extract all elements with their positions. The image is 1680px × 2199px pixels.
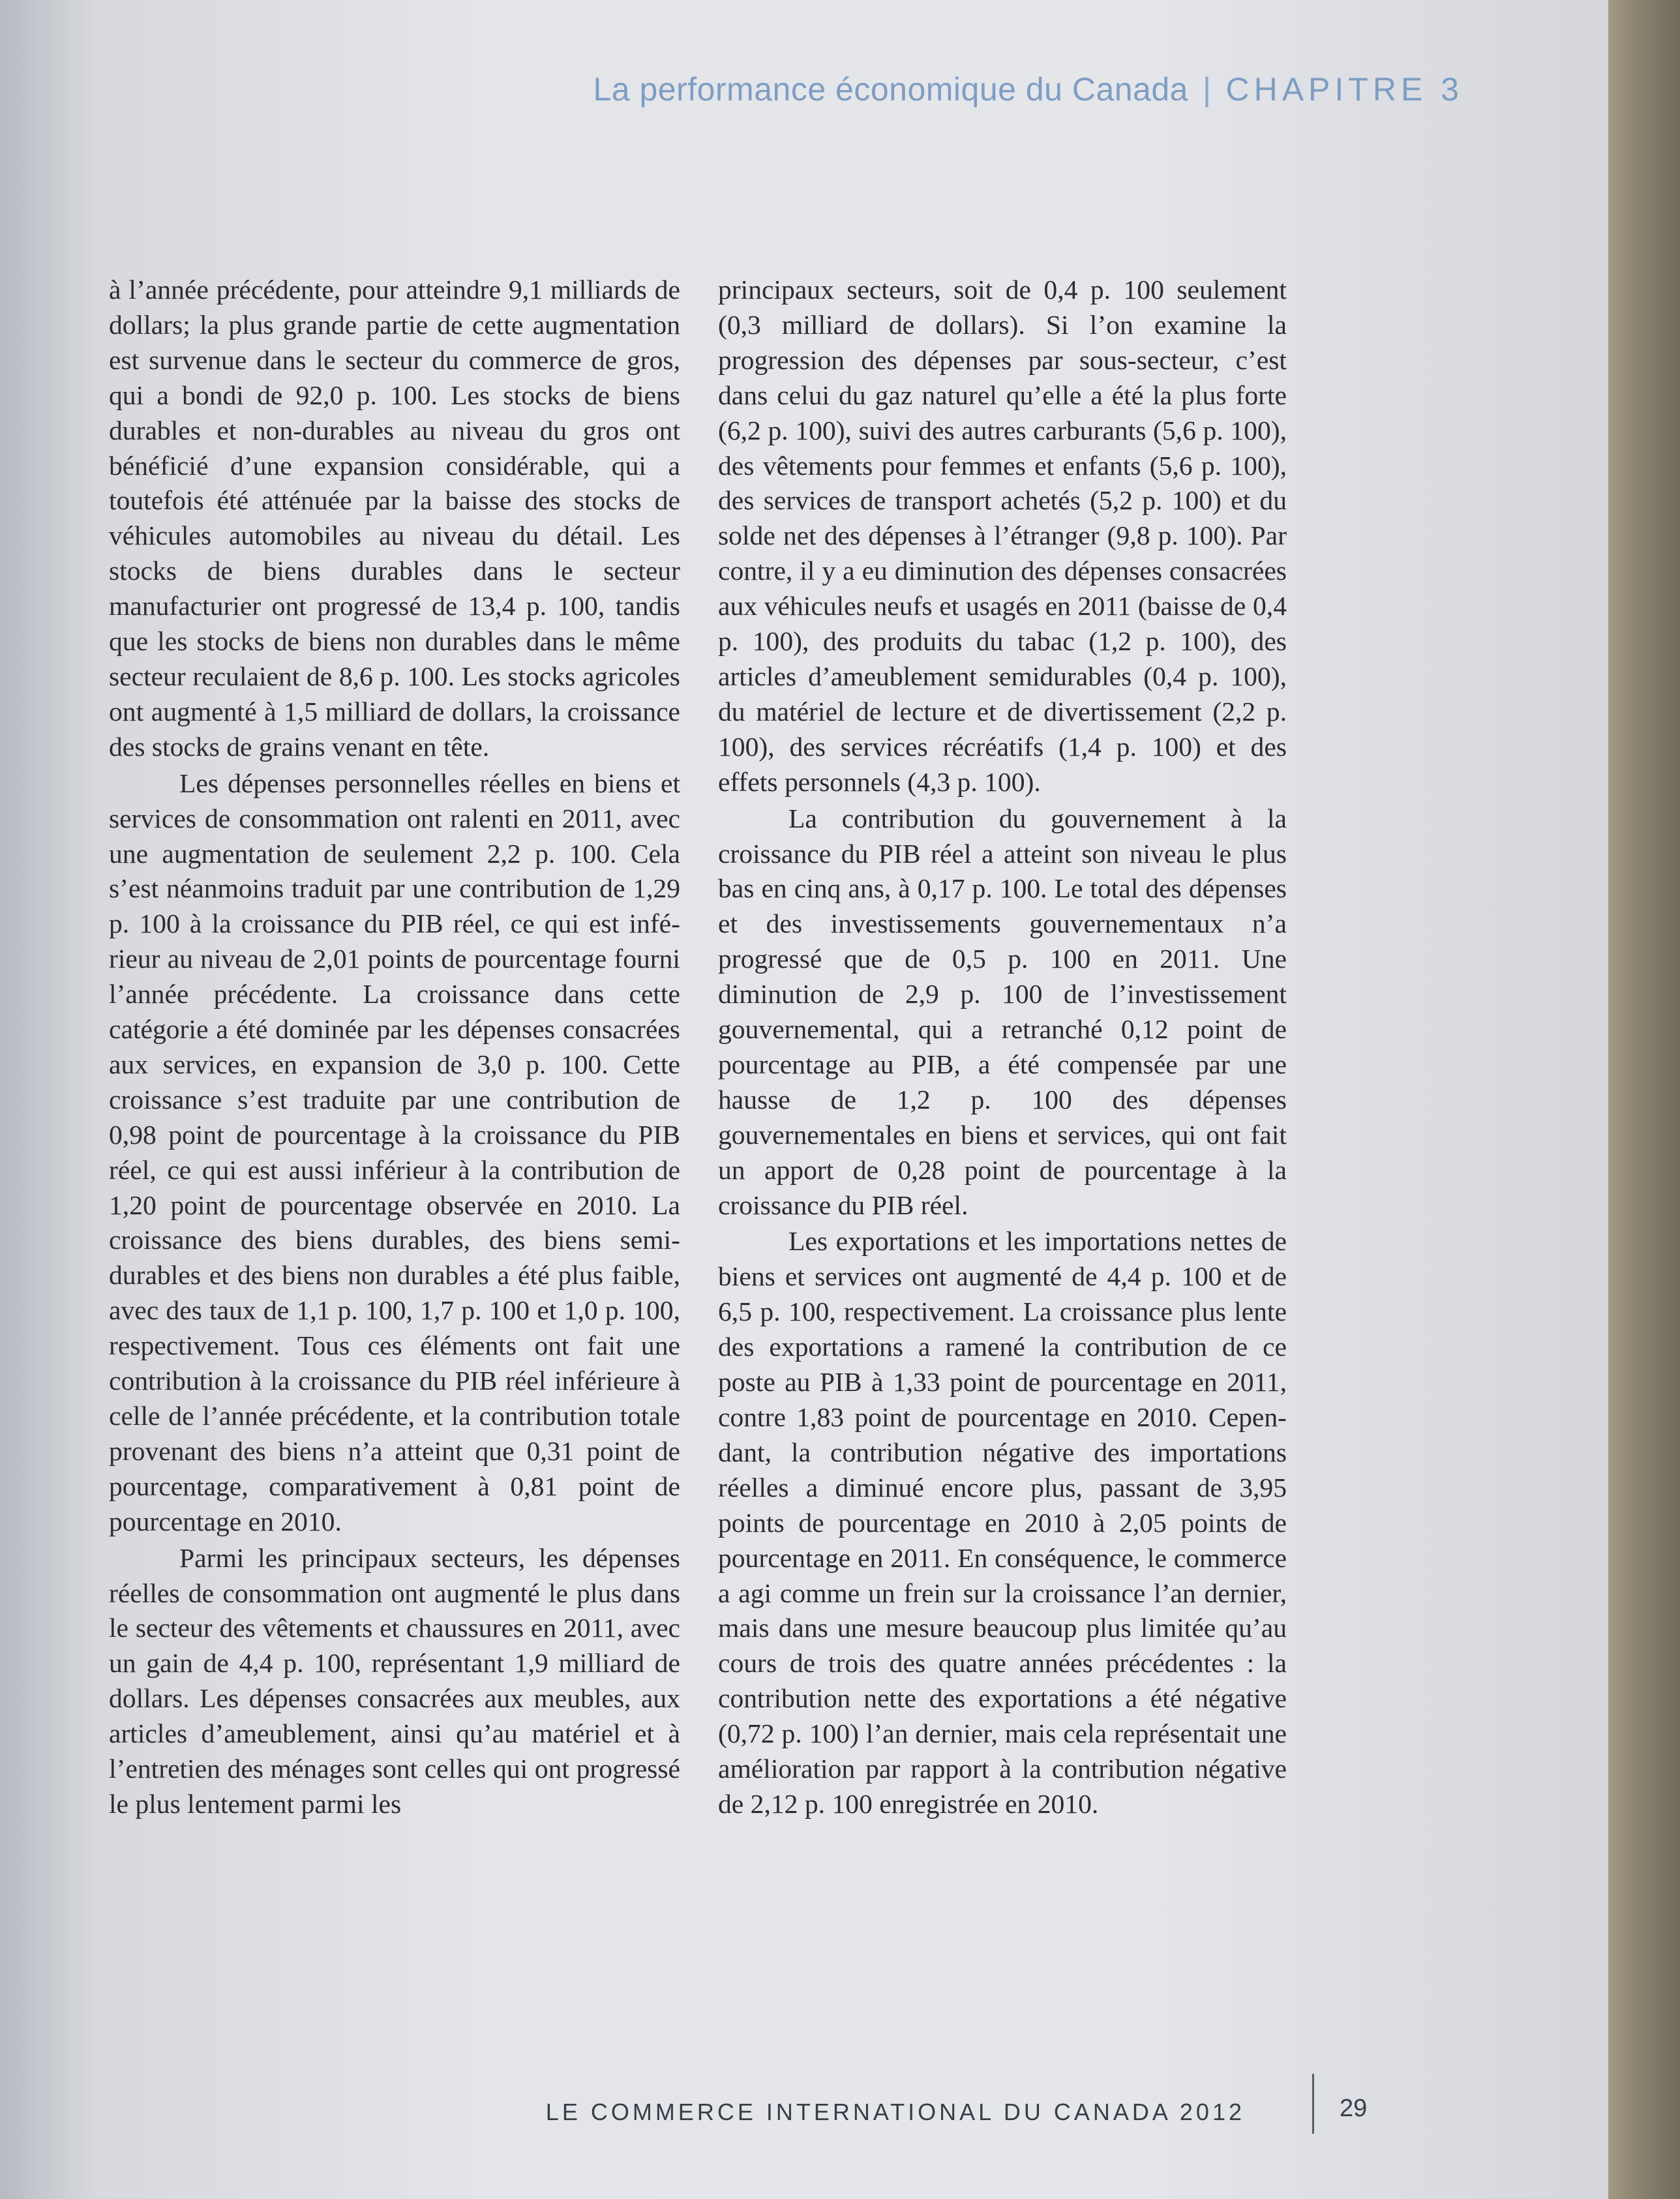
paragraph: Parmi les principaux secteurs, les dépenses réelles de consommation ont augmenté le plus dans le secteur des vêtements et chaussures en 2011, avec un gain de 4,4 p. 100, représentant 1,9 milliard de dollars. Les dépenses consacrées aux meubles, aux articles d’ameublement, ainsi qu’au matériel et à l’entretien des ménages sont celles qui ont progressé le plus lentement parmi les [109,1542,680,1819]
paragraph: à l’année précédente, pour atteindre 9,1 milliards de dollars; la plus grande partie de cette augmentation est survenue dans le secteur du commerce de gros, qui a bondi de 92,0 p. 100. Les stocks de biens durables et non-durables au niveau du gros ont bénéficié d’une expansion considérable, qui a toutefois été atténuée par la baisse des stocks de véhicules automobiles au niveau du détail. Les stocks de biens durables dans le secteur manufacturier ont progressé de 13,4 p. 100, tandis que les stocks de biens non durables dans le même secteur reculaient de 8,6 p. 100. Les stocks agricoles ont augmenté à 1,5 milliard de dollars, la croissance des stocks de grains venant en tête. [109,275,680,762]
right-column [718,273,1287,1822]
paragraph: La contribution du gouvernement à la croissance du PIB réel a atteint son niveau le plus bas en cinq ans, à 0,17 p. 100. Le total des dépenses et des investissements gouvernementaux n’a progressé que de 0,5 p. 100 en 2011. Une diminution de 2,9 p. 100 de l’investissement gouvernemental, qui a retranché 0,12 point de pourcentage au PIB, a été compensée par une hausse de 1,2 p. 100 des dépenses gouvernementales en biens et services, qui ont fait un apport de 0,28 point de pourcentage à la croissance du PIB réel. [718,803,1287,1220]
page-edge [1608,0,1680,2199]
paragraph: Les exportations et les importations nettes de biens et services ont augmenté de 4,4 p. 100 et de 6,5 p. 100, respectivement. La croissance plus lente des exportations a ramené la contribution de ce poste au PIB à 1,33 point de pourcentage en 2011, contre 1,83 point de pourcentage en 2010. Cependant, la contribution négative des importations réelles a diminué encore plus, passant de 3,95 points de pourcentage en 2010 à 2,05 points de pourcentage en 2011. En conséquence, le commerce a agi comme un frein sur la croissance l’an dernier, mais dans une mesure beaucoup plus limitée qu’au cours de trois des quatre années précédentes : la contribution nette des exportations a été négative (0,72 p. 100) l’an dernier, mais cela représentait une amélioration par rapport à la contribution négative de 2,12 p. 100 enregistrée en 2010. [718,1226,1287,1819]
left-column [109,273,680,1822]
header-chapter: CHAPITRE 3 [1225,71,1463,108]
running-header [593,70,1463,108]
paragraph: principaux secteurs, soit de 0,4 p. 100 seulement (0,3 milliard de dollars). Si l’on examine la progression des dépenses par sous-secteur, c’est dans celui du gaz naturel qu’elle a été la plus forte (6,2 p. 100), suivi des autres carburants (5,6 p. 100), des vêtements pour femmes et enfants (5,6 p. 100), des services de transport achetés (5,2 p. 100) et du solde net des dépenses à l’étranger (9,8 p. 100). Par contre, il y a eu diminution des dépenses consacrées aux véhicules neufs et usagés en 2011 (baisse de 0,4 p. 100), des produits du tabac (1,2 p. 100), des articles d’ameublement semidurables (0,4 p. 100), du matériel de lecture et de divertissement (2,2 p. 100), des services récréatifs (1,4 p. 100) et des effets personnels (4,3 p. 100). [718,275,1287,797]
page-number: 29 [1340,2095,1368,2122]
header-title: La performance économique du Canada [593,71,1188,108]
footer-divider [1312,2074,1314,2134]
header-separator: | [1202,71,1212,108]
footer-title: LE COMMERCE INTERNATIONAL DU CANADA 2012 [545,2099,1245,2125]
paragraph: Les dépenses personnelles réelles en biens et services de consommation ont ralenti en 2011, avec une augmentation de seulement 2,2 p. 100. Cela s’est néanmoins traduit par une contribution de 1,29 p. 100 à la croissance du PIB réel, ce qui est inférieur au niveau de 2,01 points de pourcentage fourni l’année précédente. La croissance dans cette catégorie a été dominée par les dépenses consacrées aux services, en expansion de 3,0 p. 100. Cette croissance s’est traduite par une contribution de 0,98 point de pourcentage à la croissance du PIB réel, ce qui est aussi inférieur à la contribution de 1,20 point de pourcentage observée en 2010. La croissance des biens durables, des biens semi-durables et des biens non durables a été plus faible, avec des taux de 1,1 p. 100, 1,7 p. 100 et 1,0 p. 100, respectivement. Tous ces éléments ont fait une contribution à la croissance du PIB réel inférieure à celle de l’année précédente, et la contribution totale provenant des biens n’a atteint que 0,31 point de pourcentage, comparativement à 0,81 point de pourcentage en 2010. [109,768,680,1536]
